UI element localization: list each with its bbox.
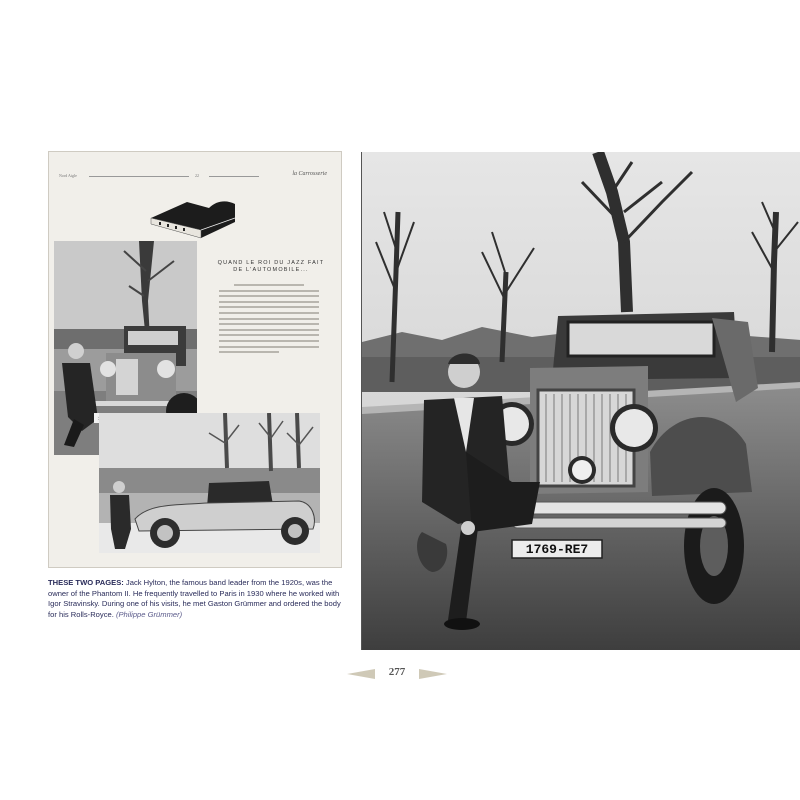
- scan-photo-convertible: [99, 413, 320, 553]
- page-number-text: 277: [388, 666, 406, 678]
- caption-lead: THESE TWO PAGES:: [48, 578, 124, 587]
- caption-text: Jack Hylton, the famous band leader from the 1920s, was the owner of the Phantom II. He frequently travelled to Paris in 1930 where he worked with Igor Stravinsky. During one of his visits, he met Gaston Grümmer and ordered the body for his Rolls-Royce.: [48, 578, 341, 619]
- caption-credit: (Philippe Grümmer): [115, 609, 183, 619]
- page-ornament-left: [347, 669, 375, 679]
- photo-caption: [48, 578, 348, 620]
- header-rule: [209, 176, 259, 177]
- magazine-header-left: Nord Aigle: [59, 173, 77, 178]
- header-rule: [89, 176, 189, 177]
- page-number: [347, 666, 447, 682]
- page-ornament-right: [419, 669, 447, 679]
- large-photo-jack-hylton-rolls-royce: [361, 152, 800, 650]
- grand-piano-illustration: [147, 178, 239, 244]
- magazine-header-page: 22: [195, 173, 199, 178]
- magazine-page-scan: [48, 151, 342, 568]
- license-plate: 1769-RE7: [525, 542, 589, 557]
- article-title: QUAND LE ROI DU JAZZ FAIT DE L'AUTOMOBILE...: [217, 260, 325, 273]
- magazine-header-title: la Carrosserie: [292, 171, 327, 177]
- article-body-text: [219, 284, 319, 380]
